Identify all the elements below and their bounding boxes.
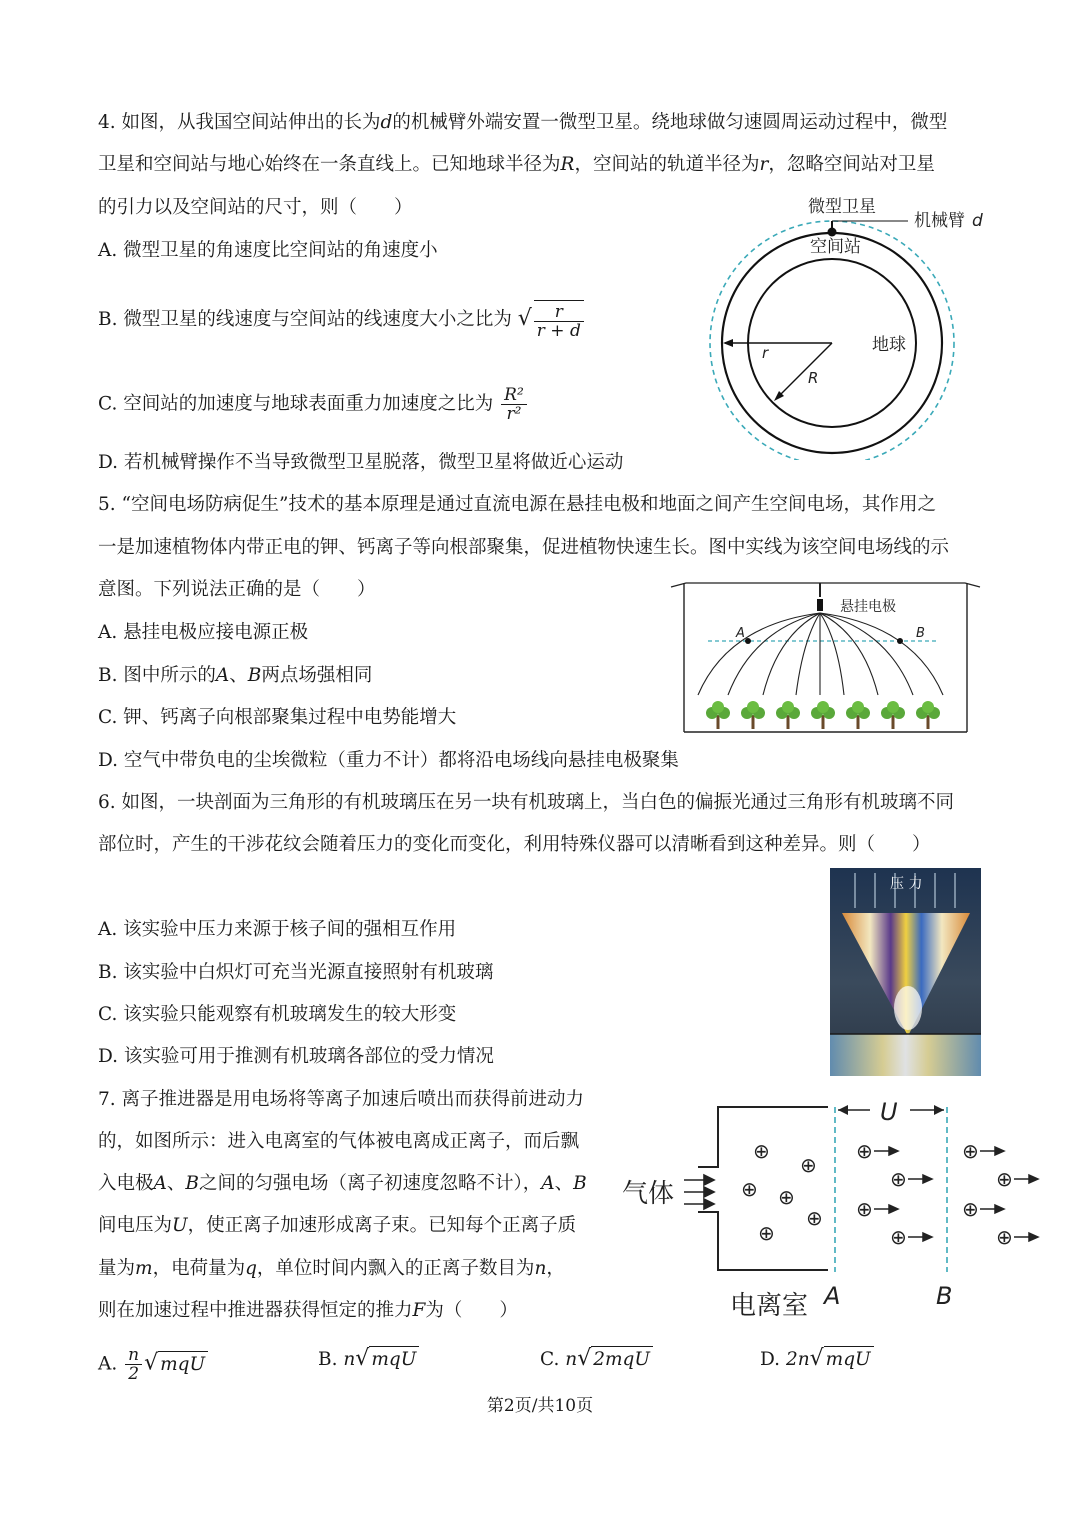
- radius-R-line: [776, 343, 832, 399]
- q6-line-2: 部位时，产生的干涉花纹会随着压力的变化而变化，利用特殊仪器可以清晰看到这种差异。则（ ）: [98, 834, 931, 855]
- pressure-label: 压 力: [890, 876, 923, 892]
- q6-photoelasticity-photo: [830, 868, 981, 1076]
- q6-option-d: D. 该实验可用于推测有机玻璃各部位的受力情况: [98, 1046, 494, 1067]
- svg-text:⊕: ⊕: [778, 1185, 795, 1209]
- arm-d-label: d: [972, 211, 983, 231]
- q5-option-d: D. 空气中带负电的尘埃微粒（重力不计）都将沿电场线向悬挂电极聚集: [98, 750, 679, 771]
- plants: [706, 701, 940, 729]
- svg-text:⊕: ⊕: [753, 1139, 770, 1163]
- point-b: [897, 638, 903, 644]
- r-label: r: [762, 344, 769, 362]
- satellite-label: 微型卫星: [808, 197, 876, 217]
- voltage-label: U: [880, 1098, 898, 1126]
- point-a-label: A: [736, 626, 745, 641]
- q7-line-2: 的，如图所示：进入电离室的气体被电离成正离子，而后飘: [98, 1131, 580, 1152]
- q5-line-3: 意图。下列说法正确的是（ ）: [98, 579, 376, 600]
- glass-base: [830, 1034, 981, 1076]
- R-label: R: [808, 369, 819, 387]
- svg-text:⊕: ⊕: [741, 1177, 758, 1201]
- accelerating-ions: [856, 1139, 1013, 1249]
- arm-label: 机械臂: [914, 211, 965, 231]
- field-lines: [698, 613, 943, 695]
- q6-option-a: A. 该实验中压力来源于核子间的强相互作用: [98, 919, 457, 940]
- point-a: [745, 638, 751, 644]
- q4-orbit-diagram: [700, 190, 1000, 460]
- earth-label: 地球: [872, 335, 906, 355]
- electrode-b-label: B: [936, 1282, 953, 1310]
- q7-line-5: 量为m，电荷量为q，单位时间内飘入的正离子数目为n，: [98, 1258, 565, 1279]
- q7-line-6: 则在加速过程中推进器获得恒定的推力F为（ ）: [98, 1300, 518, 1321]
- q4-option-b: B. 微型卫星的线速度与空间站的线速度大小之比为 √ $\frac{r}{r + d}$: [98, 300, 586, 340]
- q6-option-b: B. 该实验中白炽灯可充当光源直接照射有机玻璃: [98, 962, 494, 983]
- svg-text:⊕: ⊕: [962, 1139, 979, 1163]
- q5-option-c: C. 钾、钙离子向根部聚集过程中电势能增大: [98, 707, 457, 728]
- q5-option-b: B. 图中所示的A、B两点场强相同: [98, 665, 373, 686]
- q7-option-d: D. 2n√ mqU: [760, 1346, 874, 1373]
- q4-line-1: 4. 如图，从我国空间站伸出的长为d的机械臂外端安置一微型卫星。绕地球做匀速圆周运动过程中，微型: [98, 112, 948, 133]
- svg-text:⊕: ⊕: [890, 1225, 907, 1249]
- chamber-label: 电离室: [730, 1291, 809, 1321]
- q6-line-1: 6. 如图，一块剖面为三角形的有机玻璃压在另一块有机玻璃上，当白色的偏振光通过三角形有机玻璃不同: [98, 792, 955, 813]
- svg-text:⊕: ⊕: [806, 1206, 823, 1230]
- point-b-label: B: [916, 626, 925, 641]
- electrode-a-label: A: [824, 1282, 841, 1310]
- q4-line-3: 的引力以及空间站的尺寸，则（ ）: [98, 197, 413, 218]
- q7-line-4: 间电压为U，使正离子加速形成离子束。已知每个正离子质: [98, 1215, 577, 1236]
- q5-line-2: 一是加速植物体内带正电的钾、钙离子等向根部聚集，促进植物快速生长。图中实线为该空间电场线的示: [98, 537, 950, 558]
- chamber-ions: [741, 1139, 823, 1245]
- q5-line-1: 5. “空间电场防病促生”技术的基本原理是通过直流电源在悬挂电极和地面之间产生空间电场，其作用之: [98, 494, 936, 515]
- suspended-electrode: [817, 599, 823, 611]
- svg-text:⊕: ⊕: [758, 1221, 775, 1245]
- q4-option-c: C. 空间站的加速度与地球表面重力加速度之比为 $\frac{\text{R²}}{\text{r²}}$: [98, 386, 529, 423]
- gas-label: 气体: [622, 1179, 675, 1209]
- space-station-dot: [828, 228, 837, 237]
- svg-text:⊕: ⊕: [856, 1197, 873, 1221]
- q7-option-a: A. $\frac{n}{2}$ √ mqU: [98, 1346, 208, 1383]
- q4-line-2: 卫星和空间站与地心始终在一条直线上。已知地球半径为R，空间站的轨道半径为r，忽略空间站对卫星: [98, 154, 935, 175]
- q7-option-b: B. n√ mqU: [318, 1346, 419, 1373]
- svg-text:⊕: ⊕: [890, 1167, 907, 1191]
- q7-ion-thruster-diagram: [618, 1092, 1053, 1327]
- electrode-label: 悬挂电极: [840, 599, 896, 615]
- gas-arrows: [684, 1175, 714, 1209]
- svg-text:⊕: ⊕: [996, 1225, 1013, 1249]
- svg-text:⊕: ⊕: [856, 1139, 873, 1163]
- svg-text:⊕: ⊕: [800, 1153, 817, 1177]
- q7-line-3: 入电极A、B之间的匀强电场（离子初速度忽略不计），A、B: [98, 1173, 587, 1194]
- q5-option-a: A. 悬挂电极应接电源正极: [98, 622, 309, 643]
- q5-field-diagram: [668, 575, 983, 740]
- q6-option-c: C. 该实验只能观察有机玻璃发生的较大形变: [98, 1004, 457, 1025]
- svg-text:⊕: ⊕: [962, 1197, 979, 1221]
- radius-r-arrow: [723, 339, 733, 347]
- page-number: 第2页/共10页: [486, 1396, 594, 1416]
- q7-option-c: C. n√ 2mqU: [540, 1346, 653, 1373]
- q4-option-a: A. 微型卫星的角速度比空间站的角速度小: [98, 240, 438, 261]
- q7-line-1: 7. 离子推进器是用电场将等离子加速后喷出而获得前进动力: [98, 1089, 585, 1110]
- q4-option-d: D. 若机械臂操作不当导致微型卫星脱落，微型卫星将做近心运动: [98, 452, 624, 473]
- sqrt-sign: √: [517, 306, 532, 331]
- svg-text:⊕: ⊕: [996, 1167, 1013, 1191]
- station-label: 空间站: [810, 237, 861, 257]
